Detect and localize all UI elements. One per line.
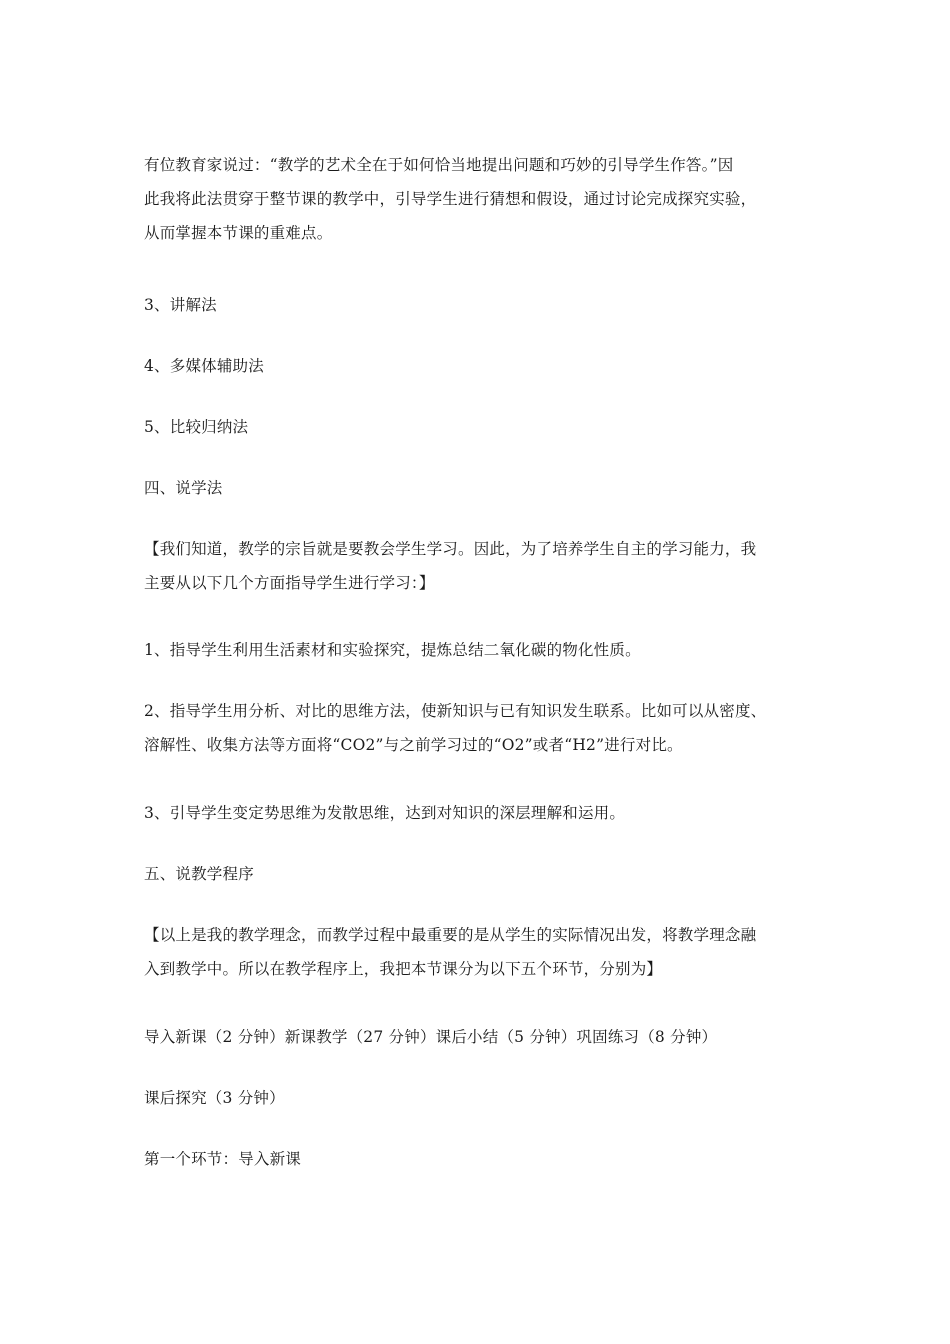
text-line: 此我将此法贯穿于整节课的教学中，引导学生进行猜想和假设，通过讨论完成探究实验， xyxy=(144,190,757,208)
text-line: 四、说学法 xyxy=(144,479,223,497)
section-heading-study-methods xyxy=(144,471,812,505)
text-line: 3、讲解法 xyxy=(144,296,217,314)
list-item-study-1 xyxy=(144,633,812,667)
text-line: 主要从以下几个方面指导学生进行学习：】 xyxy=(144,574,435,592)
text-line: 2、指导学生用分析、对比的思维方法，使新知识与已有知识发生联系。比如可以从密度、 xyxy=(144,702,767,720)
text-line: 1、指导学生利用生活素材和实验探究，提炼总结二氧化碳的物化性质。 xyxy=(144,641,641,659)
paragraph-procedure-stages xyxy=(144,1020,812,1054)
list-item-method-3 xyxy=(144,288,812,322)
text-line: 5、比较归纳法 xyxy=(144,418,249,436)
subheading-stage-1 xyxy=(144,1142,812,1176)
text-line: 第一个环节：导入新课 xyxy=(144,1150,302,1168)
text-line: 【我们知道，教学的宗旨就是要教会学生学习。因此，为了培养学生自主的学习能力，我 xyxy=(144,540,757,558)
paragraph-intro-quote xyxy=(144,148,812,250)
text-line: 4、多媒体辅助法 xyxy=(144,357,264,375)
list-item-study-3 xyxy=(144,796,812,830)
text-line: 溶解性、收集方法等方面将“CO2”与之前学习过的“O2”或者“H2”进行对比。 xyxy=(144,736,683,754)
list-item-method-5 xyxy=(144,410,812,444)
text-line: 有位教育家说过：“教学的艺术全在于如何恰当地提出问题和巧妙的引导学生作答。”因 xyxy=(144,156,734,174)
text-line: 入到教学中。所以在教学程序上，我把本节课分为以下五个环节，分别为】 xyxy=(144,960,663,978)
text-line: 五、说教学程序 xyxy=(144,865,254,883)
list-item-method-4 xyxy=(144,349,812,383)
text-line: 【以上是我的教学理念，而教学过程中最重要的是从学生的实际情况出发，将教学理念融 xyxy=(144,926,757,944)
text-line: 3、引导学生变定势思维为发散思维，达到对知识的深层理解和运用。 xyxy=(144,804,626,822)
section-heading-teaching-procedure xyxy=(144,857,812,891)
paragraph-procedure-intro xyxy=(144,918,812,986)
text-line: 从而掌握本节课的重难点。 xyxy=(144,224,333,242)
text-line: 导入新课（2 分钟）新课教学（27 分钟）课后小结（5 分钟）巩固练习（8 分钟） xyxy=(144,1028,718,1046)
list-item-study-2 xyxy=(144,694,812,762)
paragraph-study-intro xyxy=(144,532,812,600)
paragraph-procedure-stage-5 xyxy=(144,1081,812,1115)
text-line: 课后探究（3 分钟） xyxy=(144,1089,285,1107)
